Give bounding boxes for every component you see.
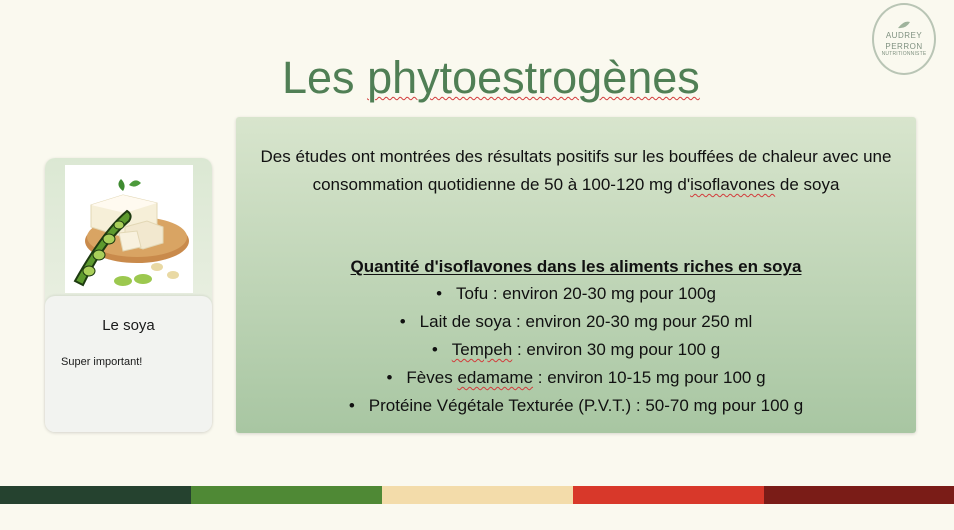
bullet-icon: • bbox=[386, 368, 393, 387]
bullet-icon: • bbox=[348, 396, 355, 415]
tofu-soybean-image bbox=[65, 165, 193, 293]
intro-text bbox=[256, 143, 896, 199]
list-item bbox=[236, 312, 916, 332]
bullet-text: : environ 30 mg pour 100 g bbox=[512, 340, 721, 359]
soy-card bbox=[45, 158, 212, 432]
nutritionist-logo bbox=[872, 3, 936, 75]
list-item bbox=[236, 340, 916, 360]
bullet-icon: • bbox=[431, 340, 438, 359]
bullet-text-a: Fèves bbox=[406, 368, 458, 387]
card-subtitle: Super important! bbox=[61, 356, 143, 368]
bullet-text: Protéine Végétale Texturée (P.V.T.) : 50-70 mg pour 100 g bbox=[368, 396, 804, 415]
footer-stripe-3 bbox=[382, 486, 573, 504]
bullet-text: Lait de soya : environ 20-30 mg pour 250 ml bbox=[419, 312, 753, 331]
logo-name-last: PERRON bbox=[885, 42, 923, 51]
card-title: Le soya bbox=[102, 317, 155, 334]
logo-profession: NUTRITIONNISTE bbox=[881, 51, 927, 57]
intro-part-a: Des études ont montrées des résultats positifs sur les bouffées de chaleur avec une consommation quotidienne de 50 à 100-120 mg d' bbox=[260, 147, 892, 194]
bullet-icon: • bbox=[399, 312, 406, 331]
title-prefix: Les bbox=[282, 52, 368, 103]
leaf-icon bbox=[896, 21, 912, 29]
footer-stripe-2 bbox=[191, 486, 382, 504]
logo-name-first: AUDREY bbox=[885, 31, 923, 40]
footer-stripe-4 bbox=[573, 486, 764, 504]
intro-spelled-word: isoflavones bbox=[690, 175, 776, 194]
list-item bbox=[236, 368, 916, 388]
slide-title bbox=[282, 50, 700, 106]
footer-stripe-5 bbox=[764, 486, 954, 504]
info-panel bbox=[236, 117, 916, 433]
bullet-spelled-word: edamame bbox=[457, 368, 534, 387]
list-item bbox=[236, 284, 916, 304]
footer-stripe-1 bbox=[0, 486, 191, 504]
title-word: phytoestrogènes bbox=[367, 52, 700, 103]
bullet-icon: • bbox=[436, 284, 443, 303]
bullet-text: Tofu : environ 20-30 mg pour 100g bbox=[456, 284, 716, 303]
bullet-text-b: : environ 10-15 mg pour 100 g bbox=[533, 368, 766, 387]
card-caption bbox=[45, 296, 212, 432]
list-item bbox=[236, 396, 916, 416]
intro-part-b: de soya bbox=[775, 175, 840, 194]
bullet-spelled-word: Tempeh bbox=[451, 340, 513, 359]
quantity-heading: Quantité d'isoflavones dans les aliments riches en soya bbox=[350, 257, 802, 276]
